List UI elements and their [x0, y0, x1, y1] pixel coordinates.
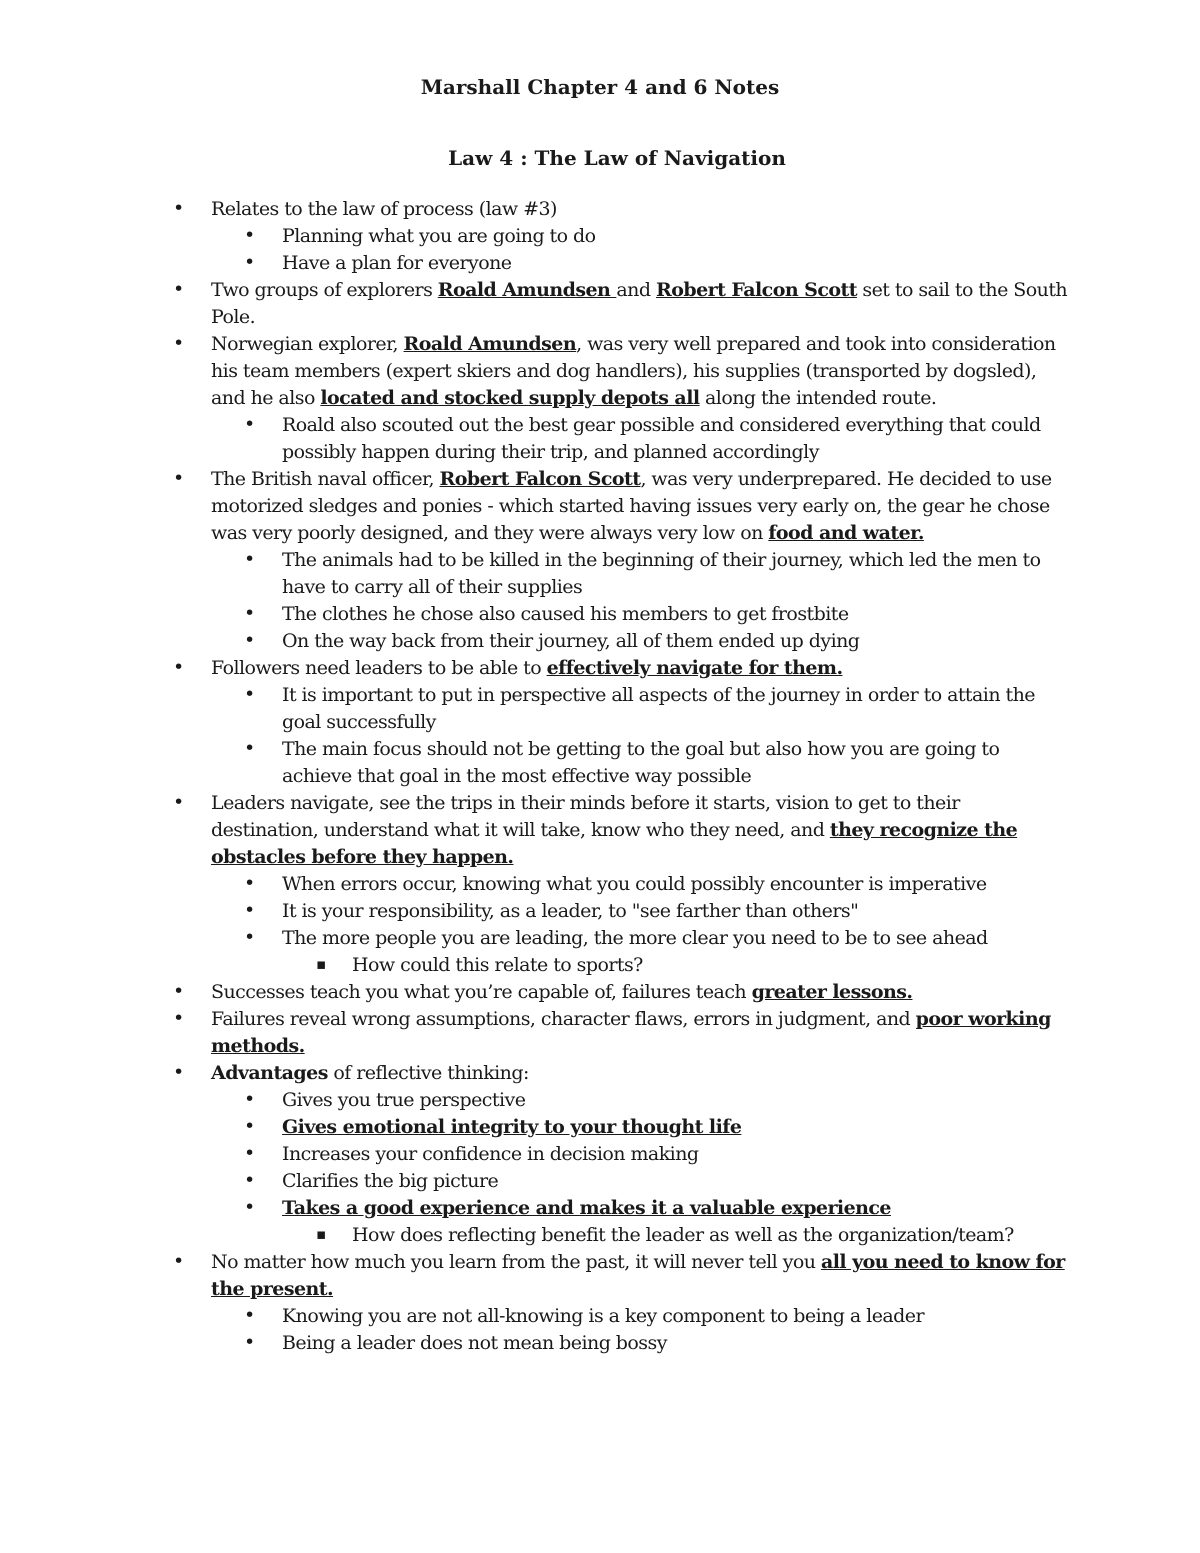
- note-text: No matter how much you learn from the past, it will never tell you: [211, 1251, 821, 1273]
- list-item: [0, 1249, 1071, 1303]
- list-item: [0, 331, 1071, 412]
- note-text: Followers need leaders to be able to: [211, 657, 547, 679]
- list-item: [0, 925, 1072, 952]
- list-item: [0, 547, 1072, 601]
- list-item: [0, 277, 1071, 331]
- bullet-icon: •: [244, 737, 255, 759]
- document-title: Marshall Chapter 4 and 6 Notes: [420, 75, 780, 99]
- note-text: set to sail to the South Pole.: [211, 279, 1068, 328]
- emphasis-text: Advantages: [211, 1062, 328, 1084]
- list-item: [0, 628, 1072, 655]
- bullet-icon: •: [244, 872, 255, 894]
- emphasis-text: food and water.: [768, 522, 924, 544]
- note-text: Planning what you are going to do: [282, 225, 596, 247]
- note-text: Successes teach you what you’re capable of, failures teach: [211, 981, 752, 1003]
- bullet-icon: •: [244, 602, 255, 624]
- list-item: [0, 1222, 1072, 1249]
- bullet-icon: •: [173, 332, 184, 354]
- note-text: Relates to the law of process (law #3): [211, 198, 557, 220]
- note-text: Clarifies the big picture: [282, 1170, 499, 1192]
- list-item: [0, 1060, 1071, 1087]
- list-item: [0, 1195, 1072, 1222]
- bullet-icon: •: [173, 278, 184, 300]
- list-item: [0, 952, 1072, 979]
- emphasis-text: they recognize the obstacles before they happen.: [211, 819, 1018, 868]
- note-text: Being a leader does not mean being bossy: [282, 1332, 667, 1354]
- bullet-icon: •: [173, 1061, 184, 1083]
- note-text: When errors occur, knowing what you could possibly encounter is imperative: [282, 873, 987, 895]
- list-item: [0, 1303, 1072, 1330]
- list-item: [0, 655, 1071, 682]
- emphasis-text: effectively navigate for them.: [546, 657, 843, 679]
- bullet-icon: •: [244, 548, 255, 570]
- emphasis-text: greater lessons.: [751, 981, 913, 1003]
- square-bullet-icon: ▪: [316, 955, 326, 973]
- emphasis-text: Robert Falcon Scott: [655, 279, 857, 301]
- bullet-icon: •: [244, 1196, 255, 1218]
- bullet-icon: •: [173, 656, 184, 678]
- note-text: The clothes he chose also caused his members to get frostbite: [282, 603, 849, 625]
- note-text: On the way back from their journey, all of them ended up dying: [282, 630, 860, 652]
- bullet-icon: •: [244, 629, 255, 651]
- bullet-icon: •: [244, 926, 255, 948]
- emphasis-text: Gives emotional integrity to your thought life: [282, 1116, 742, 1138]
- section-title: Law 4 : The Law of Navigation: [448, 146, 786, 170]
- emphasis-text: Robert Falcon Scott: [439, 468, 641, 490]
- notes-list: [0, 196, 1200, 1357]
- note-text: , was very underprepared. He decided to use motorized sledges and ponies - which started having issues very early on, the gear he chose was very poorly designed, and they were always very low on: [211, 468, 1052, 544]
- bullet-icon: •: [244, 413, 255, 435]
- note-text: The British naval officer,: [211, 468, 440, 490]
- bullet-icon: •: [244, 899, 255, 921]
- note-text: It is important to put in perspective all aspects of the journey in order to attain the goal successfully: [282, 684, 1035, 733]
- note-text: How could this relate to sports?: [352, 954, 643, 976]
- emphasis-text: Roald Amundsen: [403, 333, 577, 355]
- bullet-icon: •: [173, 467, 184, 489]
- note-text: Norwegian explorer,: [211, 333, 404, 355]
- list-item: [0, 223, 1072, 250]
- note-text: Have a plan for everyone: [282, 252, 512, 274]
- list-item: [0, 196, 1071, 223]
- note-text: Increases your confidence in decision making: [282, 1143, 699, 1165]
- bullet-icon: •: [244, 1331, 255, 1353]
- list-item: [0, 601, 1072, 628]
- note-text: The more people you are leading, the more clear you need to be to see ahead: [282, 927, 988, 949]
- list-item: [0, 871, 1072, 898]
- list-item: [0, 1087, 1072, 1114]
- bullet-icon: •: [173, 1007, 184, 1029]
- list-item: [0, 979, 1071, 1006]
- bullet-icon: •: [244, 1142, 255, 1164]
- note-text: and: [616, 279, 656, 301]
- emphasis-text: Roald Amundsen: [437, 279, 617, 301]
- bullet-icon: •: [244, 1304, 255, 1326]
- emphasis-text: located and stocked supply depots all: [320, 387, 700, 409]
- list-item: [0, 682, 1072, 736]
- bullet-icon: •: [173, 791, 184, 813]
- note-text: , was very well prepared and took into consideration his team members (expert skiers and dog handlers), his supplies (transported by dogsled), and he also: [211, 333, 1056, 409]
- list-item: [0, 1168, 1072, 1195]
- note-text: The main focus should not be getting to the goal but also how you are going to achieve that goal in the most effective way possible: [282, 738, 1000, 787]
- bullet-icon: •: [173, 980, 184, 1002]
- note-text: Gives you true perspective: [282, 1089, 526, 1111]
- emphasis-text: poor working methods.: [211, 1008, 1051, 1057]
- bullet-icon: •: [244, 224, 255, 246]
- list-item: [0, 1330, 1072, 1357]
- bullet-icon: •: [244, 1169, 255, 1191]
- list-item: [0, 1114, 1072, 1141]
- emphasis-text: Takes a good experience and makes it a valuable experience: [282, 1197, 891, 1219]
- bullet-icon: •: [173, 1250, 184, 1272]
- bullet-icon: •: [244, 1088, 255, 1110]
- note-text: How does reflecting benefit the leader as well as the organization/team?: [352, 1224, 1014, 1246]
- list-item: [0, 250, 1072, 277]
- note-text: Leaders navigate, see the trips in their minds before it starts, vision to get to their destination, understand what it will take, know who they need, and: [211, 792, 960, 841]
- list-item: [0, 790, 1071, 871]
- emphasis-text: all you need to know for the present.: [211, 1251, 1065, 1300]
- list-item: [0, 1141, 1072, 1168]
- list-item: [0, 1006, 1071, 1060]
- list-item: [0, 736, 1072, 790]
- bullet-icon: •: [173, 197, 184, 219]
- list-item: [0, 412, 1072, 466]
- note-text: Knowing you are not all-knowing is a key component to being a leader: [282, 1305, 925, 1327]
- note-text: The animals had to be killed in the beginning of their journey, which led the men to have to carry all of their supplies: [282, 549, 1041, 598]
- bullet-icon: •: [244, 683, 255, 705]
- note-text: along the intended route.: [699, 387, 937, 409]
- note-text: It is your responsibility, as a leader, to "see farther than others": [282, 900, 859, 922]
- bullet-icon: •: [244, 1115, 255, 1137]
- list-item: [0, 466, 1071, 547]
- bullet-icon: •: [244, 251, 255, 273]
- note-text: Failures reveal wrong assumptions, character flaws, errors in judgment, and: [211, 1008, 916, 1030]
- note-text: of reflective thinking:: [327, 1062, 529, 1084]
- square-bullet-icon: ▪: [316, 1225, 326, 1243]
- list-item: [0, 898, 1072, 925]
- note-text: Roald also scouted out the best gear possible and considered everything that could possibly happen during their trip, and planned accordingly: [282, 414, 1041, 463]
- note-text: Two groups of explorers: [211, 279, 438, 301]
